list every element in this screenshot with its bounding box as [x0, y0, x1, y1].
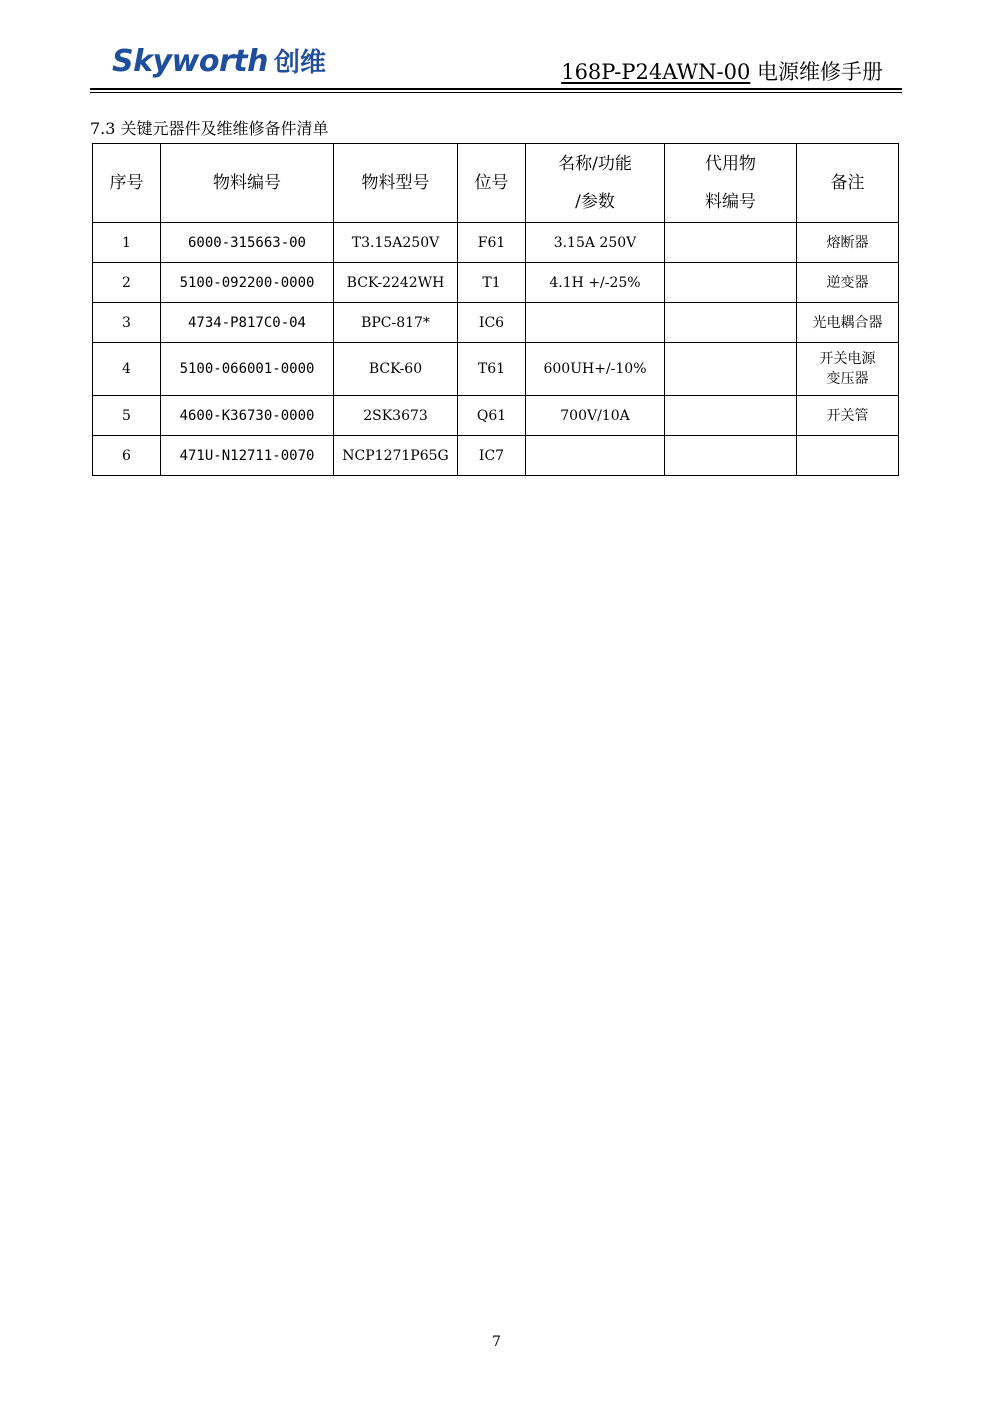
cell-parameter: 700V/10A [526, 396, 665, 436]
skyworth-logo [112, 44, 326, 81]
cell-parameter: 3.15A 250V [526, 223, 665, 263]
cell-serial: 4 [93, 343, 161, 396]
logo-latin-text: Skyworth [112, 44, 268, 79]
header-sub-line2: 料编号 [705, 192, 756, 212]
cell-material-code: 5100-066001-0000 [161, 343, 334, 396]
header-name-function [526, 144, 665, 223]
cell-parameter: 600UH+/-10% [526, 343, 665, 396]
cell-substitute [665, 263, 797, 303]
document-code: 168P-P24AWN-00 [561, 60, 751, 84]
header-remarks: 备注 [797, 144, 899, 223]
cell-position: T61 [458, 343, 526, 396]
header-serial: 序号 [93, 144, 161, 223]
cell-remark: 开关管 [797, 396, 899, 436]
header-rule-thin [90, 92, 902, 93]
cell-serial: 5 [93, 396, 161, 436]
table-header-row [93, 144, 899, 223]
cell-material-model: BCK-2242WH [334, 263, 458, 303]
cell-parameter: 4.1H +/-25% [526, 263, 665, 303]
cell-substitute [665, 396, 797, 436]
header-sub-line1: 代用物 [705, 154, 756, 174]
parts-table [92, 143, 899, 476]
cell-position: F61 [458, 223, 526, 263]
section-title: 7.3 关键元器件及维维修备件清单 [90, 119, 329, 138]
cell-material-model: 2SK3673 [334, 396, 458, 436]
table-row [93, 343, 899, 396]
cell-material-code: 5100-092200-0000 [161, 263, 334, 303]
cell-serial: 6 [93, 436, 161, 476]
cell-parameter [526, 303, 665, 343]
table-row [93, 263, 899, 303]
table-row [93, 303, 899, 343]
cell-material-code: 4734-P817C0-04 [161, 303, 334, 343]
cell-serial: 1 [93, 223, 161, 263]
header-rule-thick [90, 88, 902, 90]
cell-material-model: BPC-817* [334, 303, 458, 343]
cell-remark [797, 436, 899, 476]
remark-line2: 变压器 [826, 371, 869, 387]
cell-substitute [665, 343, 797, 396]
cell-material-model: NCP1271P65G [334, 436, 458, 476]
cell-remark: 逆变器 [797, 263, 899, 303]
header-substitute-code [665, 144, 797, 223]
header-material-model: 物料型号 [334, 144, 458, 223]
cell-substitute [665, 436, 797, 476]
cell-substitute [665, 223, 797, 263]
logo-cjk-text: 创维 [273, 48, 326, 78]
page-number: 7 [492, 1334, 501, 1350]
cell-position: IC6 [458, 303, 526, 343]
header-position: 位号 [458, 144, 526, 223]
cell-serial: 3 [93, 303, 161, 343]
cell-parameter [526, 436, 665, 476]
document-title-text: 电源维修手册 [757, 60, 883, 84]
document-title [561, 58, 883, 86]
cell-material-code: 6000-315663-00 [161, 223, 334, 263]
cell-serial: 2 [93, 263, 161, 303]
table-row [93, 436, 899, 476]
cell-material-model: BCK-60 [334, 343, 458, 396]
cell-remark: 熔断器 [797, 223, 899, 263]
cell-position: T1 [458, 263, 526, 303]
cell-material-model: T3.15A250V [334, 223, 458, 263]
table-row [93, 223, 899, 263]
remark-line1: 开关电源 [819, 351, 876, 367]
header-name-line2: /参数 [575, 192, 615, 212]
cell-remark [797, 343, 899, 396]
cell-material-code: 471U-N12711-0070 [161, 436, 334, 476]
table-row [93, 396, 899, 436]
cell-position: Q61 [458, 396, 526, 436]
cell-material-code: 4600-K36730-0000 [161, 396, 334, 436]
cell-substitute [665, 303, 797, 343]
cell-remark: 光电耦合器 [797, 303, 899, 343]
header-name-line1: 名称/功能 [558, 154, 632, 174]
cell-position: IC7 [458, 436, 526, 476]
header-material-code: 物料编号 [161, 144, 334, 223]
